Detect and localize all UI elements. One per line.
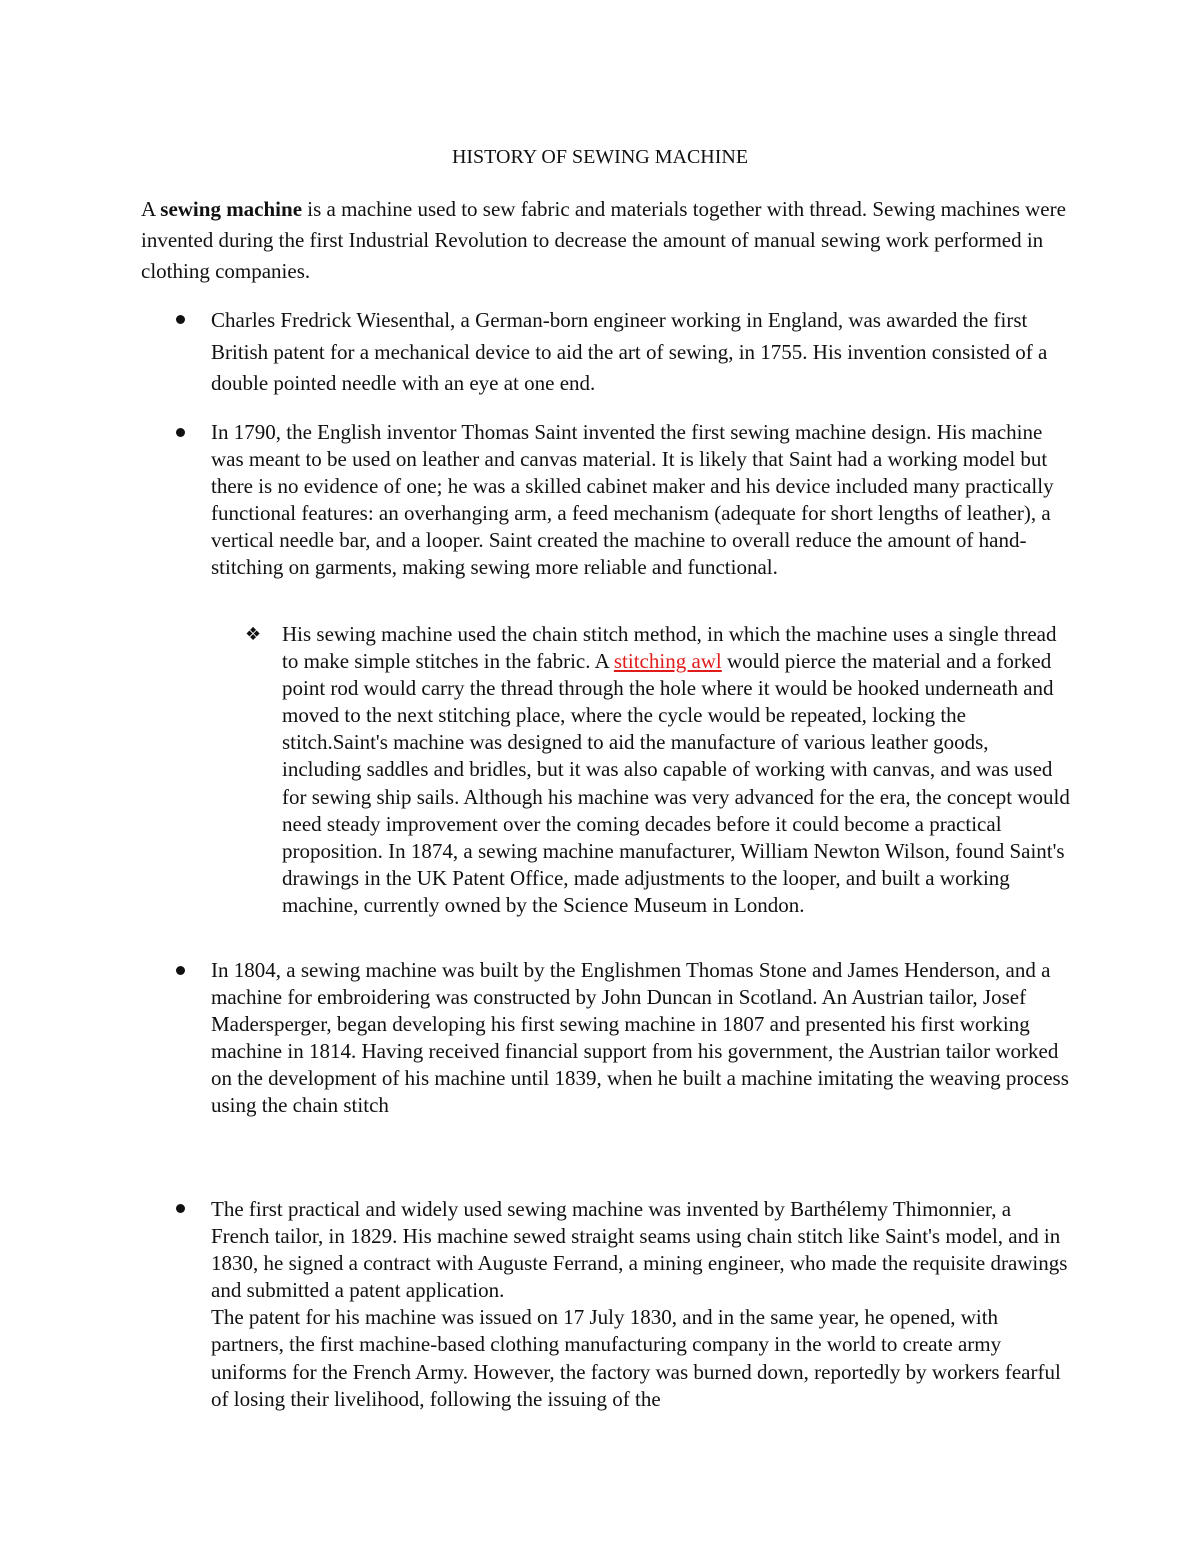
list-item — [211, 1196, 1071, 1413]
sub-text-before: His sewing machine used the chain stitch method, in which the machine uses a single thread to make simple stitches in the fabric. A — [282, 622, 1057, 674]
bullet-dot-icon — [176, 315, 185, 324]
bullet-dot-icon — [176, 1204, 185, 1213]
sub-text-after: would pierce the material and a forked point rod would carry the thread through the hole where it would be hooked underneath and moved to the next stitching place, where the cycle would be repeated, locking the stitch.Saint's machine was designed to aid the manufacture of various leather goods, including saddles and bridles, but it was also capable of working with canvas, and was used for sewing ship sails. Although his machine was very advanced for the era, the concept would need steady improvement over the coming decades before it could become a practical proposition. In 1874, a sewing machine manufacturer, William Newton Wilson, found Saint's drawings in the UK Patent Office, made adjustments to the looper, and built a working machine, currently owned by the Science Museum in London. — [282, 649, 1070, 917]
diamond-bullet-icon: ❖ — [245, 624, 262, 645]
list-item: In 1804, a sewing machine was built by the Englishmen Thomas Stone and James Henderson, and a machine for embroidering was constructed by John Duncan in Scotland. An Austrian tailor, Josef Madersperger, began developing his first sewing machine in 1807 and presented his first working machine in 1814. Having received financial support from his government, the Austrian tailor worked on the development of his machine until 1839, when he built a machine imitating the weaving process using the chain stitch — [211, 958, 1069, 1118]
intro-paragraph — [141, 194, 1071, 287]
list-item-text: The first practical and widely used sewing machine was invented by Barthélemy Thimonnier, a French tailor, in 1829. His machine sewed straight seams using chain stitch like Saint's model, and in 1830, he signed a contract with Auguste Ferrand, a mining engineer, who made the requisite drawings and submitted a patent application. — [211, 1197, 1068, 1303]
page-title: HISTORY OF SEWING MACHINE — [451, 146, 749, 168]
list-item: In 1790, the English inventor Thomas Saint invented the first sewing machine design. His machine was meant to be used on leather and canvas material. It is likely that Saint had a working model but there is no evidence of one; he was a skilled cabinet maker and his device included many practically functional features: an overhanging arm, a feed mechanism (adequate for short lengths of leather), a vertical needle bar, and a looper. Saint created the machine to overall reduce the amount of hand-stitching on garments, making sewing more reliable and functional. — [211, 420, 1054, 580]
list-item: Charles Fredrick Wiesenthal, a German-born engineer working in England, was awarded the first British patent for a mechanical device to aid the art of sewing, in 1755. His invention consisted of a double pointed needle with an eye at one end. — [211, 308, 1048, 395]
sub-list-item — [282, 621, 1072, 919]
intro-term: sewing machine — [160, 197, 303, 221]
intro-lead: A — [141, 197, 161, 221]
bullet-dot-icon — [176, 428, 185, 437]
intro-text: is a machine used to sew fabric and materials together with thread. Sewing machines were invented during the first Industrial Revolution to decrease the amount of manual sewing work performed in clothing companies. — [141, 197, 1066, 283]
list-item-text-continued: The patent for his machine was issued on 17 July 1830, and in the same year, he opened, with partners, the first machine-based clothing manufacturing company in the world to create army uniforms for the French Army. However, the factory was burned down, reportedly by workers fearful of losing their livelihood, following the issuing of the — [211, 1305, 1061, 1411]
stitching-awl-link[interactable]: stitching awl — [613, 649, 722, 674]
bullet-dot-icon — [176, 966, 185, 975]
